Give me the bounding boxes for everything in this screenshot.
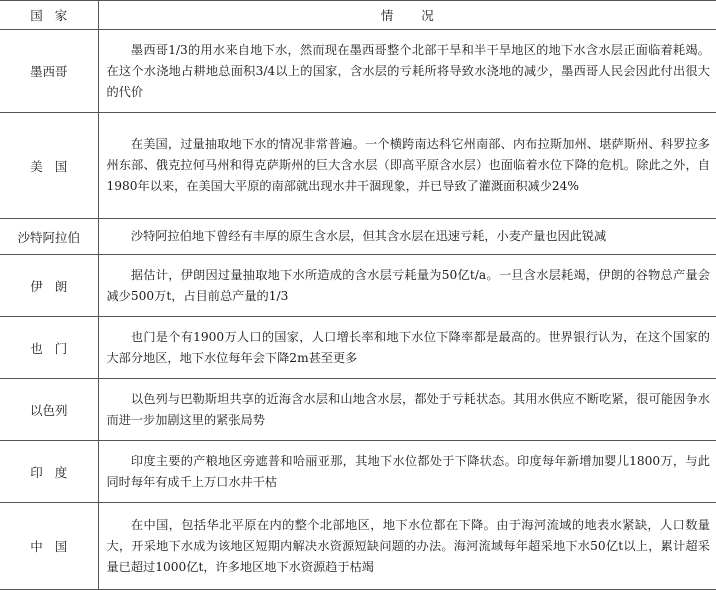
header-row: [0, 1, 716, 30]
country-cell: 中国: [0, 503, 98, 590]
situation-cell: 墨西哥1/3的用水来自地下水，然而现在墨西哥整个北部干旱和半干旱地区的地下水含水层正面临着耗竭。在这个水浇地占耕地总面积3/4以上的国家，含水层的亏耗所将导致水浇地的减少，墨西哥人民会因此付出很大的代价: [98, 30, 716, 113]
country-cell: 美国: [0, 113, 98, 219]
situation-cell: 在中国，包括华北平原在内的整个北部地区，地下水位都在下降。由于海河流域的地表水紧缺，人口数量大，开采地下水成为该地区短期内解决水资源短缺问题的办法。海河流域每年超采地下水50亿t以上，累计超采量已超过1000亿t，许多地区地下水资源趋于枯竭: [98, 503, 716, 590]
table-row: [0, 441, 716, 503]
country-cell: 印度: [0, 441, 98, 503]
header-situation: 情况: [98, 1, 716, 30]
country-cell: 伊朗: [0, 255, 98, 317]
table-row: [0, 113, 716, 219]
situation-cell: 以色列与巴勒斯坦共享的近海含水层和山地含水层，都处于亏耗状态。其用水供应不断吃紧，很可能因争水而进一步加剧这里的紧张局势: [98, 379, 716, 441]
table-row: [0, 379, 716, 441]
country-cell: 墨西哥: [0, 30, 98, 113]
situation-cell: 在美国，过量抽取地下水的情况非常普遍。一个横跨南达科它州南部、内布拉斯加州、堪萨斯州、科罗拉多州东部、俄克拉何马州和得克萨斯州的巨大含水层（即高平原含水层）也面临着水位下降的危机。除此之外，自1980年以来，在美国大平原的南部就出现水井干涸现象，并已导致了灌溉面积减少24%: [98, 113, 716, 219]
country-cell: 也门: [0, 317, 98, 379]
table-row: [0, 255, 716, 317]
situation-cell: 也门是个有1900万人口的国家，人口增长率和地下水位下降率都是最高的。世界银行认为，在这个国家的大部分地区，地下水位每年会下降2m甚至更多: [98, 317, 716, 379]
table-row: [0, 503, 716, 590]
table-row: [0, 30, 716, 113]
table-row: [0, 317, 716, 379]
situation-cell: 沙特阿拉伯地下曾经有丰厚的原生含水层，但其含水层在迅速亏耗，小麦产量也因此锐减: [98, 219, 716, 255]
country-cell: 沙特阿拉伯: [0, 219, 98, 255]
header-country: 国家: [0, 1, 98, 30]
country-cell: 以色列: [0, 379, 98, 441]
table-row: [0, 219, 716, 255]
situation-cell: 据估计，伊朗因过量抽取地下水所造成的含水层亏耗量为50亿t/a。一旦含水层耗竭，伊朗的谷物总产量会减少500万t，占目前总产量的1/3: [98, 255, 716, 317]
situation-cell: 印度主要的产粮地区旁遮普和哈丽亚那，其地下水位都处于下降状态。印度每年新增加婴儿1800万，与此同时每年有成千上万口水井干枯: [98, 441, 716, 503]
